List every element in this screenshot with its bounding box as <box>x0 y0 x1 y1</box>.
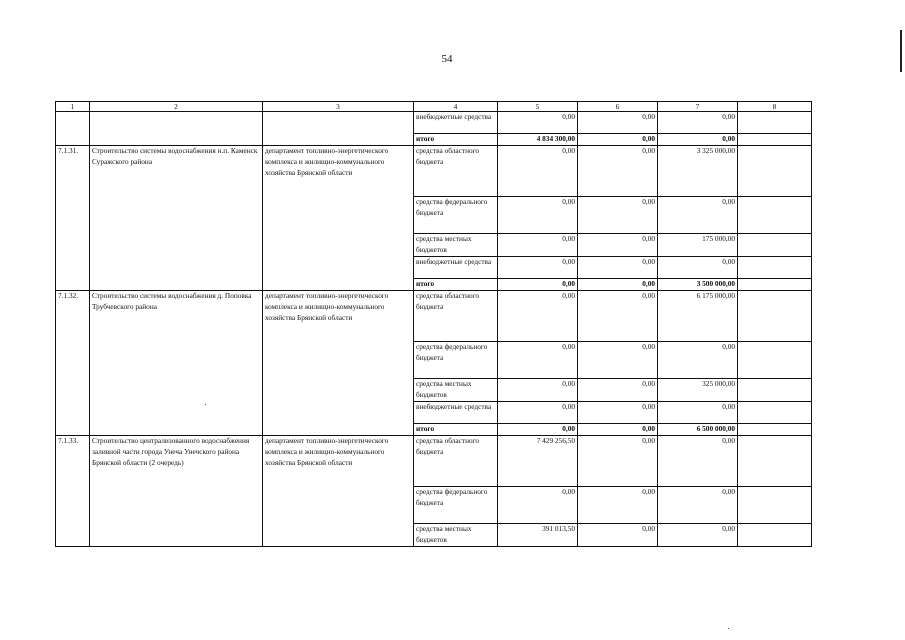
amount-cell: 0,00 <box>658 486 738 523</box>
amount-cell: 175 000,00 <box>658 233 738 256</box>
scan-edge-mark <box>900 30 902 72</box>
amount-cell: 0,00 <box>658 401 738 423</box>
amount-cell: 325 000,00 <box>658 378 738 401</box>
item-name-cell <box>90 112 263 146</box>
executor-cell <box>263 112 414 146</box>
funding-source-cell: средства областного бюджета <box>414 145 498 196</box>
amount-cell: 0,00 <box>498 423 578 435</box>
amount-cell: 4 834 300,00 <box>498 134 578 146</box>
amount-cell: 0,00 <box>498 196 578 233</box>
amount-cell: 0,00 <box>578 233 658 256</box>
empty-cell <box>738 401 812 423</box>
amount-cell: 0,00 <box>578 256 658 278</box>
amount-cell: 0,00 <box>498 378 578 401</box>
funding-table <box>55 101 812 547</box>
amount-cell: 0,00 <box>578 401 658 423</box>
funding-source-cell: средства областного бюджета <box>414 435 498 486</box>
table-row <box>56 435 812 486</box>
executor-cell: департамент топливно-энергетического комплекса и жилищно-коммунального хозяйства Брянской области <box>263 290 414 435</box>
item-name-cell: Строительство централизованного водоснабжения заливной части города Унеча Унечского района Брянской области (2 очередь) <box>90 435 263 546</box>
scan-speck <box>205 404 206 405</box>
column-header: 7 <box>658 102 738 112</box>
page-number: 54 <box>441 53 453 65</box>
amount-cell: 6 500 000,00 <box>658 423 738 435</box>
amount-cell: 0,00 <box>578 145 658 196</box>
amount-cell: 0,00 <box>658 256 738 278</box>
funding-source-cell: итого <box>414 134 498 146</box>
empty-cell <box>738 256 812 278</box>
empty-cell <box>738 423 812 435</box>
column-header: 6 <box>578 102 658 112</box>
amount-cell: 0,00 <box>498 290 578 341</box>
executor-cell: департамент топливно-энергетического комплекса и жилищно-коммунального хозяйства Брянской области <box>263 435 414 546</box>
table-row <box>56 112 812 134</box>
item-name-cell: Строительство системы водоснабжения д. Поповка Трубчевского района <box>90 290 263 435</box>
column-header: 3 <box>263 102 414 112</box>
column-header: 4 <box>414 102 498 112</box>
amount-cell: 0,00 <box>578 378 658 401</box>
empty-cell <box>738 196 812 233</box>
empty-cell <box>738 435 812 486</box>
amount-cell: 3 500 000,00 <box>658 278 738 290</box>
table-row <box>56 145 812 196</box>
amount-cell: 0,00 <box>578 196 658 233</box>
column-header: 1 <box>56 102 90 112</box>
funding-source-cell: средства местных бюджетов <box>414 378 498 401</box>
empty-cell <box>738 145 812 196</box>
funding-source-cell: средства федерального бюджета <box>414 341 498 378</box>
amount-cell: 0,00 <box>578 290 658 341</box>
empty-cell <box>738 134 812 146</box>
amount-cell: 0,00 <box>578 486 658 523</box>
empty-cell <box>738 486 812 523</box>
item-code-cell <box>56 112 90 146</box>
funding-source-cell: внебюджетные средства <box>414 112 498 134</box>
funding-source-cell: средства областного бюджета <box>414 290 498 341</box>
amount-cell: 0,00 <box>658 196 738 233</box>
table-row <box>56 290 812 341</box>
empty-cell <box>738 112 812 134</box>
amount-cell: 0,00 <box>578 112 658 134</box>
amount-cell: 0,00 <box>578 134 658 146</box>
amount-cell: 0,00 <box>658 523 738 546</box>
empty-cell <box>738 290 812 341</box>
amount-cell: 6 175 000,00 <box>658 290 738 341</box>
empty-cell <box>738 523 812 546</box>
amount-cell: 0,00 <box>498 112 578 134</box>
funding-source-cell: средства местных бюджетов <box>414 523 498 546</box>
funding-source-cell: итого <box>414 278 498 290</box>
amount-cell: 0,00 <box>578 341 658 378</box>
amount-cell: 0,00 <box>578 278 658 290</box>
funding-table-body <box>56 102 812 547</box>
item-code-cell: 7.1.33. <box>56 435 90 546</box>
amount-cell: 0,00 <box>578 423 658 435</box>
amount-cell: 0,00 <box>658 112 738 134</box>
funding-source-cell: внебюджетные средства <box>414 256 498 278</box>
funding-source-cell: средства федерального бюджета <box>414 196 498 233</box>
item-name-cell: Строительство системы водоснабжения н.п. Каменск Суражского района <box>90 145 263 290</box>
amount-cell: 0,00 <box>498 401 578 423</box>
empty-cell <box>738 378 812 401</box>
amount-cell: 0,00 <box>498 278 578 290</box>
table-header-row <box>56 102 812 112</box>
amount-cell: 0,00 <box>578 523 658 546</box>
column-header: 8 <box>738 102 812 112</box>
amount-cell: 7 429 256,50 <box>498 435 578 486</box>
amount-cell: 0,00 <box>498 145 578 196</box>
amount-cell: 0,00 <box>498 256 578 278</box>
column-header: 2 <box>90 102 263 112</box>
item-code-cell: 7.1.31. <box>56 145 90 290</box>
empty-cell <box>738 278 812 290</box>
empty-cell <box>738 341 812 378</box>
funding-source-cell: средства федерального бюджета <box>414 486 498 523</box>
funding-source-cell: средства местных бюджетов <box>414 233 498 256</box>
executor-cell: департамент топливно-энергетического комплекса и жилищно-коммунального хозяйства Брянской области <box>263 145 414 290</box>
column-header: 5 <box>498 102 578 112</box>
amount-cell: 0,00 <box>498 341 578 378</box>
amount-cell: 391 013,50 <box>498 523 578 546</box>
amount-cell: 0,00 <box>658 341 738 378</box>
funding-source-cell: внебюджетные средства <box>414 401 498 423</box>
amount-cell: 0,00 <box>498 486 578 523</box>
scan-speck <box>728 628 729 629</box>
empty-cell <box>738 233 812 256</box>
amount-cell: 0,00 <box>658 134 738 146</box>
amount-cell: 0,00 <box>498 233 578 256</box>
amount-cell: 3 325 000,00 <box>658 145 738 196</box>
amount-cell: 0,00 <box>578 435 658 486</box>
funding-source-cell: итого <box>414 423 498 435</box>
item-code-cell: 7.1.32. <box>56 290 90 435</box>
amount-cell: 0,00 <box>658 435 738 486</box>
